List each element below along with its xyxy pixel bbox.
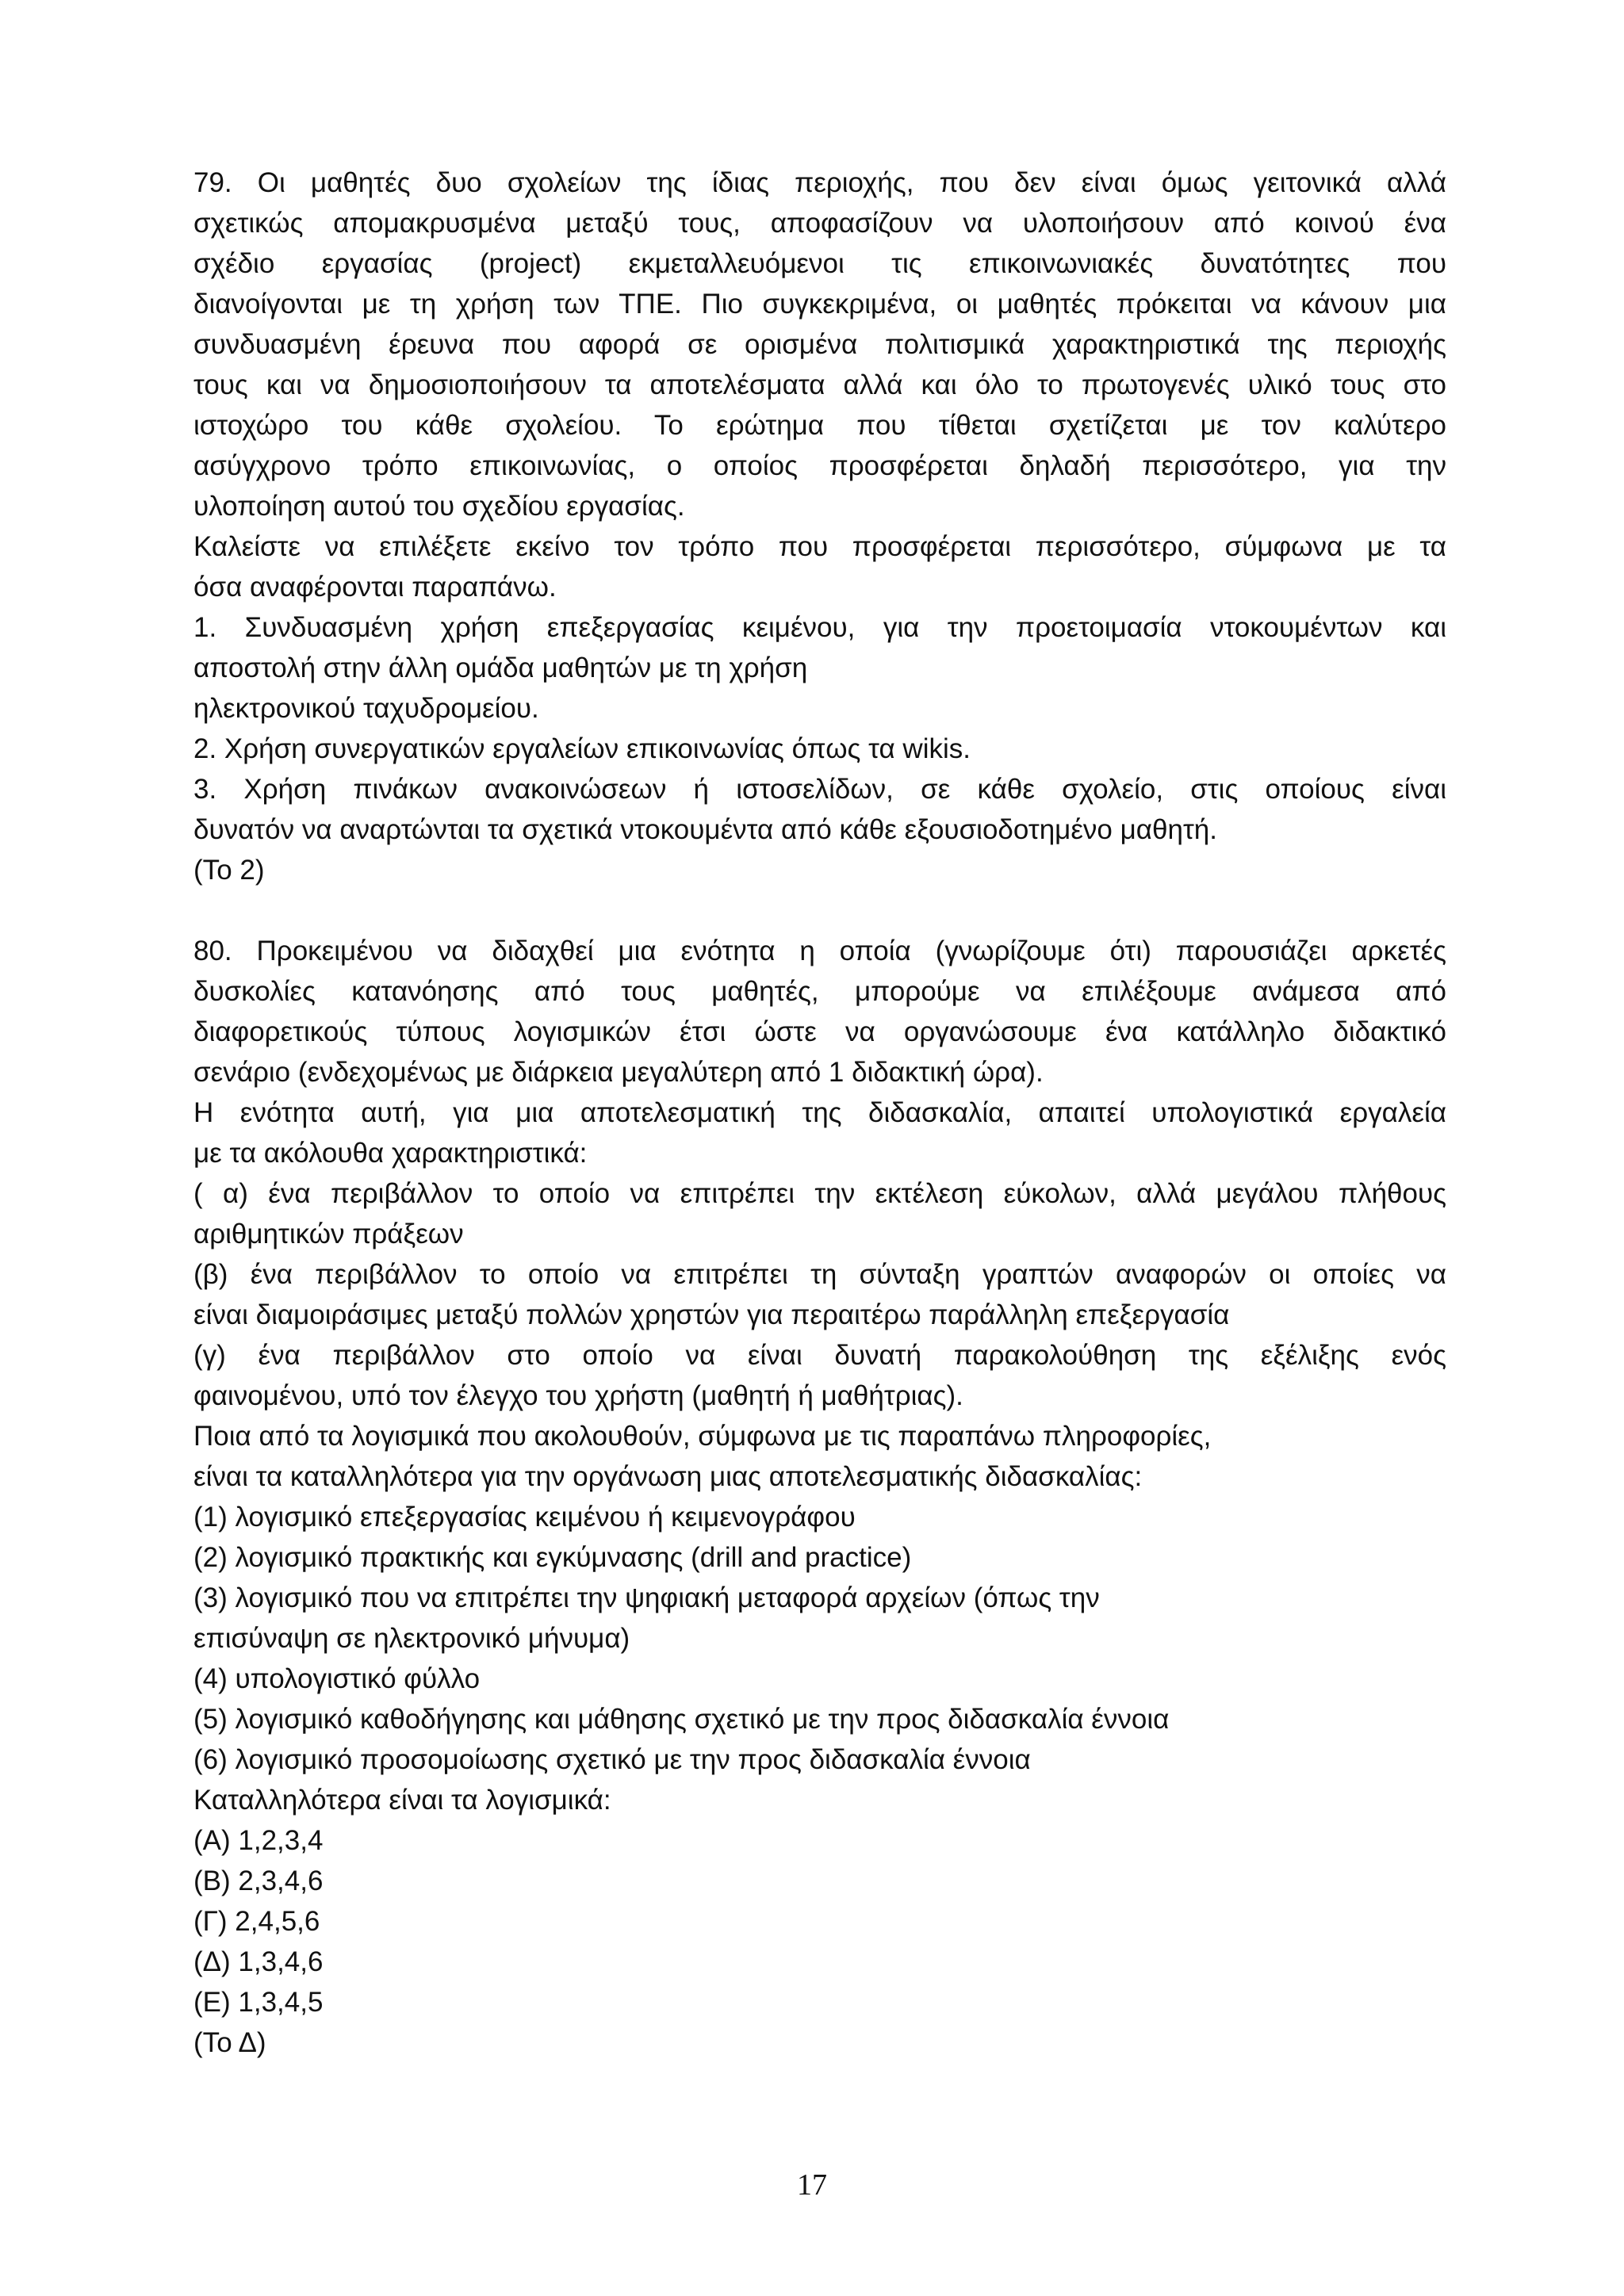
q79-text-line: 79. Οι μαθητές δυο σχολείων της ίδιας περιοχής, που δεν είναι όμως γειτονικά αλλά (193, 167, 1446, 198)
q80-text-line: δυσκολίες κατανόησης από τους μαθητές, μπορούμε να επιλέξουμε ανάμεσα από (193, 976, 1446, 1007)
q79-option-1: ηλεκτρονικού ταχυδρομείου. (193, 693, 539, 724)
q80-software-6: (6) λογισμικό προσομοίωσης σχετικό με την προς διδασκαλία έννοια (193, 1744, 1031, 1775)
q80-software-3: (3) λογισμικό που να επιτρέπει την ψηφιακή μεταφορά αρχείων (όπως την (193, 1582, 1100, 1613)
q80-requirement-b: είναι διαμοιράσιμες μεταξύ πολλών χρηστών για περαιτέρω παράλληλη επεξεργασία (193, 1299, 1230, 1330)
q80-requirement-b: (β) ένα περιβάλλον το οποίο να επιτρέπει τη σύνταξη γραπτών αναφορών οι οποίες να (193, 1259, 1446, 1290)
q79-text-line: τους και να δημοσιοποιήσουν τα αποτελέσματα αλλά και όλο το πρωτογενές υλικό τους στο (193, 369, 1446, 400)
q79-text-line: διανοίγονται με τη χρήση των ΤΠΕ. Πιο συγκεκριμένα, οι μαθητές πρόκειται να κάνουν μια (193, 289, 1446, 320)
q80-text-line: 80. Προκειμένου να διδαχθεί μια ενότητα η οποία (γνωρίζουμε ότι) παρουσιάζει αρκετές (193, 936, 1446, 966)
q79-text-line: ιστοχώρο του κάθε σχολείου. Το ερώτημα που τίθεται σχετίζεται με τον καλύτερο (193, 410, 1446, 441)
q79-text-line: υλοποίηση αυτού του σχεδίου εργασίας. (193, 491, 685, 522)
q80-requirement-c: φαινομένου, υπό τον έλεγχο του χρήστη (μαθητή ή μαθήτριας). (193, 1380, 963, 1411)
question-80 (193, 931, 1446, 2063)
q80-text-line: Η ενότητα αυτή, για μια αποτελεσματική της διδασκαλία, απαιτεί υπολογιστικά εργαλεία (193, 1097, 1446, 1128)
q79-option-3: 3. Χρήση πινάκων ανακοινώσεων ή ιστοσελίδων, σε κάθε σχολείο, στις οποίους είναι (193, 774, 1446, 805)
q79-option-1: αποστολή στην άλλη ομάδα μαθητών με τη χρήση (193, 652, 808, 683)
page-number: 17 (797, 2168, 827, 2202)
q80-choice-e: (Ε) 1,3,4,5 (193, 1987, 324, 2018)
q80-requirement-a: ( α) ένα περιβάλλον το οποίο να επιτρέπει την εκτέλεση εύκολων, αλλά μεγάλου πλήθους (193, 1178, 1446, 1209)
paragraph-gap (193, 890, 1446, 931)
q80-software-5: (5) λογισμικό καθοδήγησης και μάθησης σχετικό με την προς διδασκαλία έννοια (193, 1704, 1170, 1735)
q80-choice-b: (Β) 2,3,4,6 (193, 1866, 324, 1896)
q79-answer: (Το 2) (193, 855, 265, 886)
q80-choices-heading: Καταλληλότερα είναι τα λογισμικά: (193, 1785, 611, 1816)
q80-software-1: (1) λογισμικό επεξεργασίας κειμένου ή κειμενογράφου (193, 1502, 856, 1533)
q80-text-line: διαφορετικούς τύπους λογισμικών έτσι ώστε να οργανώσουμε ένα κατάλληλο διδακτικό (193, 1016, 1446, 1047)
q80-text-line: με τα ακόλουθα χαρακτηριστικά: (193, 1138, 588, 1169)
q79-option-2: 2. Χρήση συνεργατικών εργαλείων επικοινωνίας όπως τα wikis. (193, 733, 971, 764)
q80-question-line: Ποια από τα λογισμικά που ακολουθούν, σύμφωνα με τις παραπάνω πληροφορίες, (193, 1421, 1212, 1452)
q80-answer: (Το Δ) (193, 2027, 266, 2058)
q79-text-line: σχέδιο εργασίας (project) εκμεταλλευόμενοι τις επικοινωνιακές δυνατότητες που (193, 248, 1446, 279)
q80-software-3: επισύναψη σε ηλεκτρονικό μήνυμα) (193, 1623, 630, 1654)
page-body (193, 163, 1446, 2063)
q80-requirement-c: (γ) ένα περιβάλλον στο οποίο να είναι δυνατή παρακολούθηση της εξέλιξης ενός (193, 1340, 1446, 1371)
q79-text-line: ασύγχρονο τρόπο επικοινωνίας, ο οποίος προσφέρεται δηλαδή περισσότερο, για την (193, 450, 1446, 481)
q79-instruction-line: Καλείστε να επιλέξετε εκείνο τον τρόπο που προσφέρεται περισσότερο, σύμφωνα με τα (193, 531, 1446, 562)
q80-choice-a: (Α) 1,2,3,4 (193, 1825, 324, 1856)
q80-software-4: (4) υπολογιστικό φύλλο (193, 1663, 481, 1694)
q80-question-line: είναι τα καταλληλότερα για την οργάνωση μιας αποτελεσματικής διδασκαλίας: (193, 1461, 1143, 1492)
q79-option-1: 1. Συνδυασμένη χρήση επεξεργασίας κειμένου, για την προετοιμασία ντοκουμέντων και (193, 612, 1446, 643)
q80-choice-g: (Γ) 2,4,5,6 (193, 1906, 320, 1937)
q80-text-line: σενάριο (ενδεχομένως με διάρκεια μεγαλύτερη από 1 διδακτική ώρα). (193, 1057, 1044, 1088)
q79-text-line: συνδυασμένη έρευνα που αφορά σε ορισμένα πολιτισμικά χαρακτηριστικά της περιοχής (193, 329, 1446, 360)
q79-text-line: σχετικώς απομακρυσμένα μεταξύ τους, αποφασίζουν να υλοποιήσουν από κοινού ένα (193, 208, 1446, 239)
q80-choice-d: (Δ) 1,3,4,6 (193, 1946, 324, 1977)
question-79 (193, 163, 1446, 890)
q80-software-2: (2) λογισμικό πρακτικής και εγκύμνασης (drill and practice) (193, 1542, 912, 1573)
q79-instruction-line: όσα αναφέρονται παραπάνω. (193, 572, 557, 603)
q80-requirement-a: αριθμητικών πράξεων (193, 1219, 464, 1249)
q79-option-3: δυνατόν να αναρτώνται τα σχετικά ντοκουμέντα από κάθε εξουσιοδοτημένο μαθητή. (193, 814, 1217, 845)
